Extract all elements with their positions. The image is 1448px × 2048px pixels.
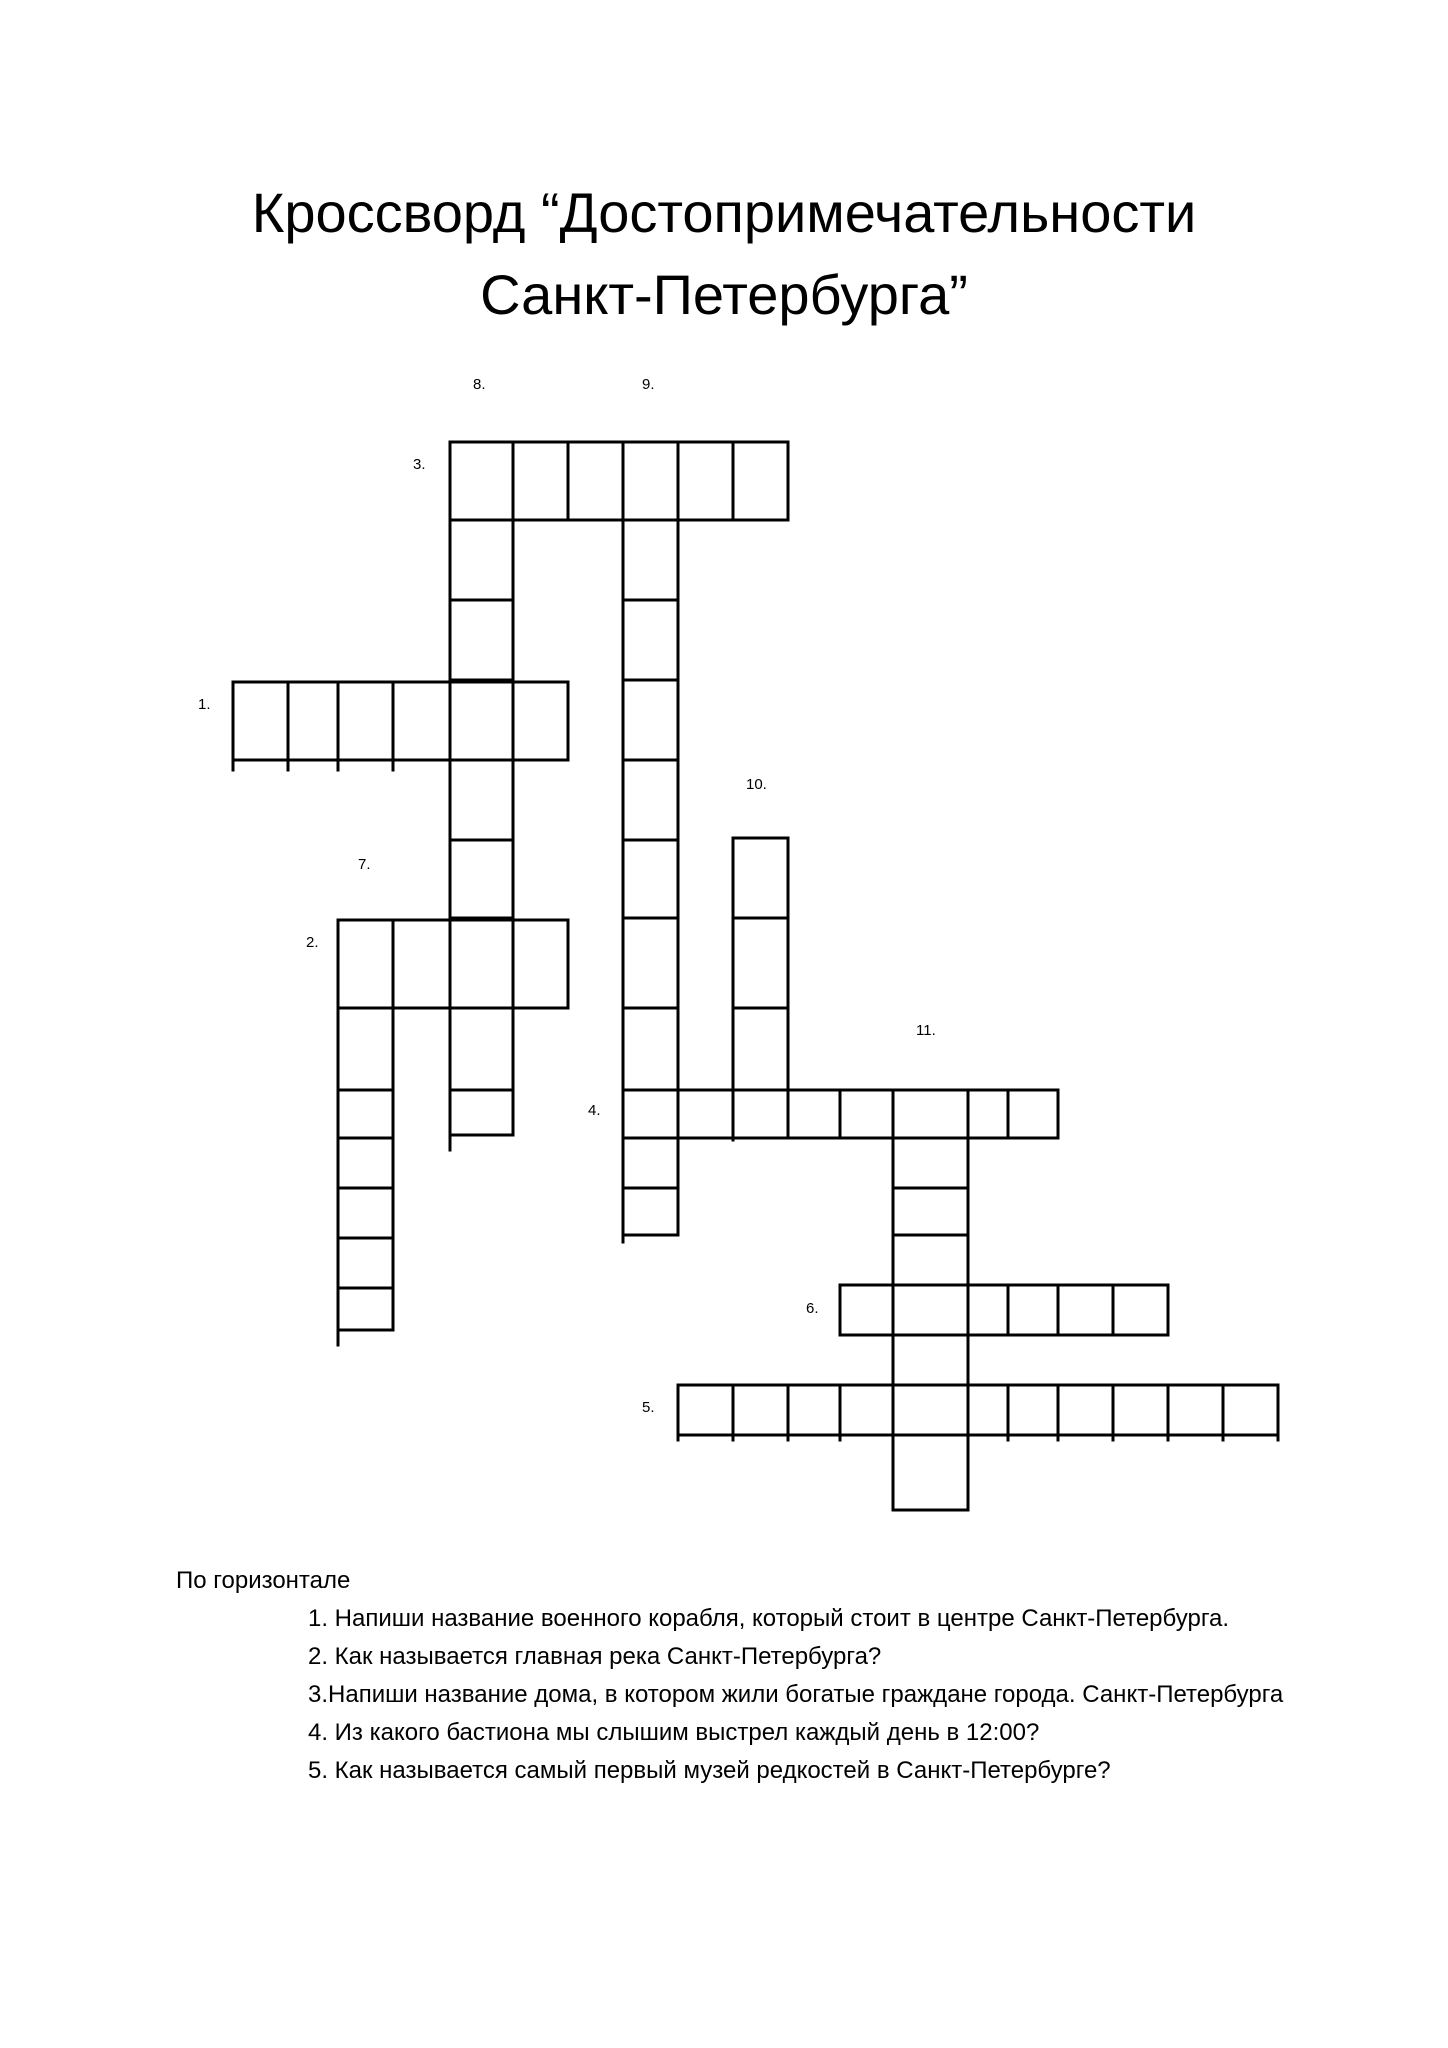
clue-4: 4. Из какого бастиона мы слышим выстрел каждый день в 12:00? (308, 1719, 1040, 1746)
title-line-2: Санкт-Петербурга” (480, 263, 968, 326)
label-10: 10. (746, 776, 767, 793)
clue-5: 5. Как называется самый первый музей редкостей в Санкт-Петербурге? (308, 1757, 1111, 1784)
clue-2: 2. Как называется главная река Санкт-Петербурга? (308, 1643, 882, 1670)
clue-3: 3.Напиши название дома, в котором жили богатые граждане города. Санкт-Петербурга (308, 1681, 1284, 1708)
clue-list (176, 1600, 1316, 1790)
label-3: 3. (413, 456, 426, 473)
title-line-1: Кроссворд “Достопримечательности (251, 181, 1197, 244)
label-8: 8. (473, 376, 486, 393)
crossword-lines (233, 442, 1278, 1510)
label-11: 11. (916, 1022, 936, 1039)
label-6: 6. (806, 1300, 819, 1317)
clues-section (176, 1562, 1316, 1790)
clue-1: 1. Напиши название военного корабля, который стоит в центре Санкт-Петербурга. (308, 1605, 1230, 1632)
label-2: 2. (306, 934, 319, 951)
label-1: 1. (198, 696, 211, 713)
label-4: 4. (588, 1102, 601, 1119)
clues-heading: По горизонтале (176, 1567, 351, 1594)
label-9: 9. (642, 376, 655, 393)
label-7: 7. (358, 856, 371, 873)
label-5: 5. (642, 1399, 655, 1416)
